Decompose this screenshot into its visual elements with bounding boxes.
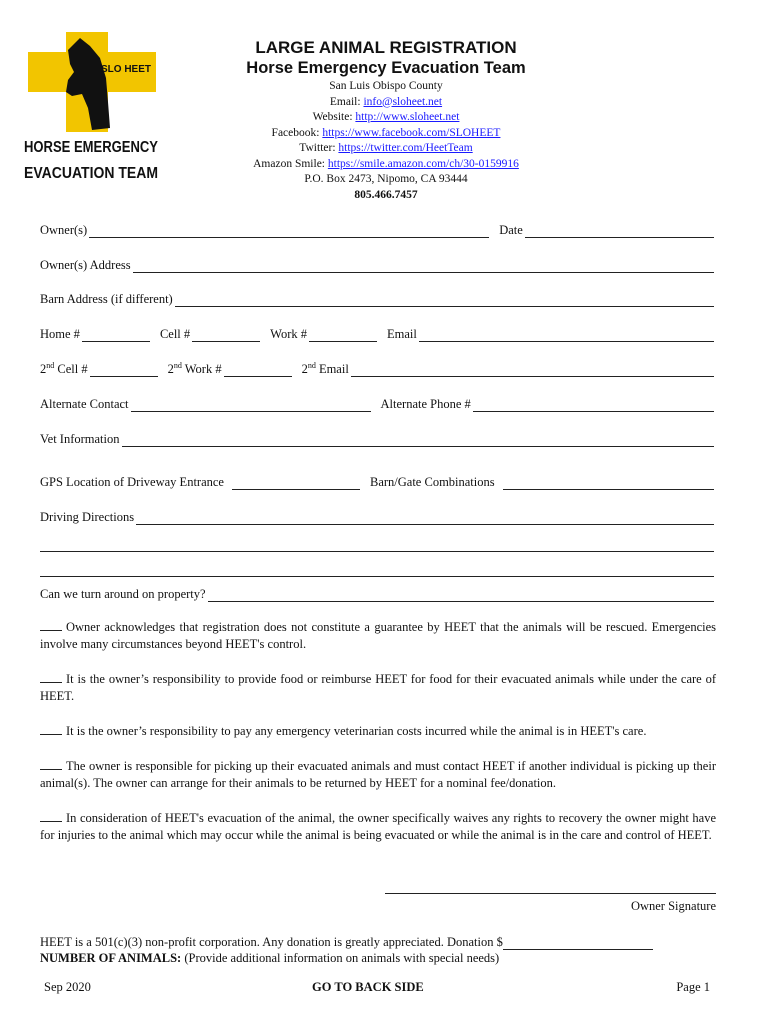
turn-around-label: Can we turn around on property? bbox=[40, 587, 206, 601]
twitter-line: Twitter: https://twitter.com/HeetTeam bbox=[299, 142, 473, 154]
owner-address-field[interactable] bbox=[133, 261, 714, 273]
animals-line bbox=[40, 951, 499, 966]
second-work-field[interactable] bbox=[224, 365, 292, 377]
alt-contact-label: Alternate Contact bbox=[40, 397, 129, 411]
second-email-field[interactable] bbox=[351, 365, 714, 377]
owners-field[interactable] bbox=[89, 226, 489, 238]
statement-1: Owner acknowledges that registration does not constitute a guarantee by HEET that the animals will be rescued. Emergencies involve many circumstances beyond HEET's control. bbox=[40, 620, 716, 651]
driving-field-1[interactable] bbox=[136, 513, 714, 525]
home-field[interactable] bbox=[82, 330, 150, 342]
initial-blank-5[interactable] bbox=[40, 811, 62, 822]
initial-blank-1[interactable] bbox=[40, 620, 62, 631]
second-email-label: 2nd Email bbox=[301, 360, 349, 376]
donation-row bbox=[40, 934, 716, 950]
work-label: Work # bbox=[270, 327, 307, 341]
email-label: Email bbox=[387, 327, 417, 341]
driving-row-3 bbox=[40, 561, 716, 577]
email-line: Email: info@sloheet.net bbox=[329, 95, 443, 108]
header bbox=[200, 38, 572, 203]
go-to-back-side: GO TO BACK SIDE bbox=[312, 980, 424, 994]
gps-label: GPS Location of Driveway Entrance bbox=[40, 475, 224, 489]
website-link[interactable]: http://www.sloheet.net bbox=[355, 111, 460, 123]
driving-field-3[interactable] bbox=[40, 565, 714, 577]
county: San Luis Obispo County bbox=[329, 80, 443, 92]
second-phones-row bbox=[40, 361, 716, 377]
amazon-line: Amazon Smile: https://smile.amazon.com/ch/30-0159916 bbox=[253, 157, 519, 170]
statement-4: The owner is responsible for picking up their evacuated animals and must contact HEET if another individual is picking up their animal(s). The owner can arrange for their animals to be returned by HEET for a nominal fee/donation. bbox=[40, 759, 716, 790]
barn-gate-field[interactable] bbox=[503, 478, 714, 490]
alt-contact-field[interactable] bbox=[131, 400, 371, 412]
heet-logo bbox=[22, 32, 162, 184]
vet-row bbox=[40, 431, 716, 447]
footer-date: Sep 2020 bbox=[44, 980, 91, 994]
vet-label: Vet Information bbox=[40, 432, 120, 446]
gps-field[interactable] bbox=[232, 478, 360, 490]
org-name: Horse Emergency Evacuation Team bbox=[246, 59, 526, 77]
animals-label: NUMBER OF ANIMALS: bbox=[40, 951, 182, 965]
page-number: Page 1 bbox=[676, 980, 710, 994]
initial-blank-3[interactable] bbox=[40, 724, 62, 735]
barn-address-field[interactable] bbox=[175, 295, 714, 307]
amazon-link[interactable]: https://smile.amazon.com/ch/30-0159916 bbox=[327, 157, 519, 170]
owner-address-row bbox=[40, 257, 716, 273]
owners-row bbox=[40, 222, 716, 238]
email-field[interactable] bbox=[419, 330, 714, 342]
second-cell-field[interactable] bbox=[90, 365, 158, 377]
gps-row bbox=[40, 474, 716, 490]
statement-2: It is the owner’s responsibility to provide food or reimburse HEET for food for their evacuated animals while under the care of HEET. bbox=[40, 672, 716, 703]
facebook-line: Facebook: https://www.facebook.com/SLOHEET bbox=[271, 126, 501, 139]
facebook-link[interactable]: https://www.facebook.com/SLOHEET bbox=[322, 126, 501, 139]
work-field[interactable] bbox=[309, 330, 377, 342]
turn-around-row bbox=[40, 586, 716, 602]
initial-blank-4[interactable] bbox=[40, 759, 62, 770]
initial-blank-2[interactable] bbox=[40, 672, 62, 683]
alternate-row bbox=[40, 396, 716, 412]
phone: 805.466.7457 bbox=[354, 188, 418, 201]
logo-badge: SLO HEET bbox=[100, 64, 152, 75]
email-link[interactable]: info@sloheet.net bbox=[363, 95, 443, 108]
vet-field[interactable] bbox=[122, 435, 715, 447]
driving-field-2[interactable] bbox=[40, 540, 714, 552]
statement-5: In consideration of HEET's evacuation of the animal, the owner specifically waives any rights to recovery the owner might have for injuries to the animal which may occur while the animal is being evacuated or while the animal is in the care and control of HEET. bbox=[40, 811, 716, 842]
donation-text: HEET is a 501(c)(3) non-profit corporation. Any donation is greatly appreciated. Donation $ bbox=[40, 935, 503, 949]
signature-field[interactable] bbox=[385, 893, 716, 894]
barn-address-label: Barn Address (if different) bbox=[40, 292, 173, 306]
driving-row-2 bbox=[40, 536, 716, 552]
date-field[interactable] bbox=[525, 226, 714, 238]
cell-label: Cell # bbox=[159, 327, 191, 341]
animals-note: (Provide additional information on animals with special needs) bbox=[181, 951, 500, 965]
turn-around-field[interactable] bbox=[208, 590, 714, 602]
barn-address-row bbox=[40, 291, 716, 307]
barn-gate-label: Barn/Gate Combinations bbox=[369, 475, 495, 489]
signature-label: Owner Signature bbox=[630, 899, 716, 913]
alt-phone-label: Alternate Phone # bbox=[380, 397, 471, 411]
logo-line1: HORSE EMERGENCY bbox=[24, 139, 159, 156]
alt-phone-field[interactable] bbox=[473, 400, 714, 412]
second-cell-label: 2nd Cell # bbox=[40, 360, 88, 376]
home-label: Home # bbox=[40, 327, 80, 341]
driving-label: Driving Directions bbox=[40, 510, 135, 524]
cell-field[interactable] bbox=[192, 330, 260, 342]
owner-address-label: Owner(s) Address bbox=[40, 258, 131, 272]
po-box: P.O. Box 2473, Nipomo, CA 93444 bbox=[304, 173, 468, 185]
donation-field[interactable] bbox=[503, 938, 653, 950]
date-label: Date bbox=[499, 223, 523, 237]
phones-row bbox=[40, 326, 716, 342]
owners-label: Owner(s) bbox=[40, 223, 88, 237]
website-line: Website: http://www.sloheet.net bbox=[312, 111, 460, 123]
driving-row bbox=[40, 509, 716, 525]
statement-3: It is the owner’s responsibility to pay any emergency veterinarian costs incurred while the animal is in HEET's care. bbox=[40, 723, 716, 740]
twitter-link[interactable]: https://twitter.com/HeetTeam bbox=[338, 142, 473, 154]
form-title: LARGE ANIMAL REGISTRATION bbox=[255, 38, 517, 57]
logo-line2: EVACUATION TEAM bbox=[24, 165, 158, 182]
second-work-label: 2nd Work # bbox=[167, 360, 222, 376]
